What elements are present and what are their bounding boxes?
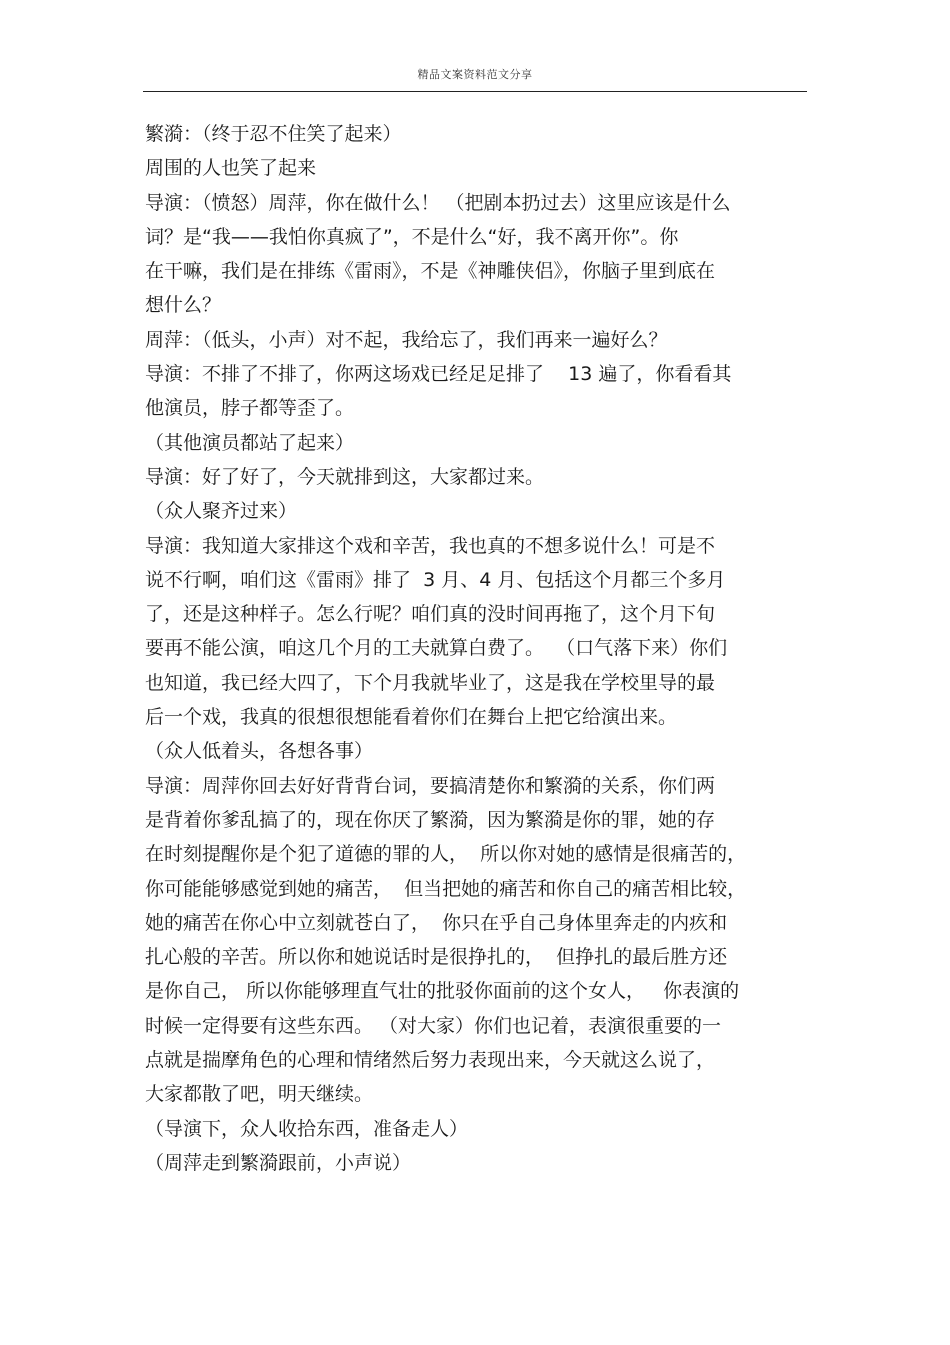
text-line: 导演：好了好了，今天就排到这，大家都过来。: [145, 465, 545, 488]
text-line: 周围的人也笑了起来: [145, 157, 317, 180]
text-line: 繁漪：（终于忍不住笑了起来）: [145, 123, 402, 145]
text-line: 词？是“我——我怕你真疯了”，不是什么“好，我不离开你”。你: [145, 225, 679, 248]
text-line: 周萍：（低头，小声）对不起，我给忘了，我们再来一遍好么？: [145, 328, 668, 351]
text-line: 导演：（愤怒）周萍，你在做什么！ （把剧本扔过去）这里应该是什么: [145, 191, 731, 214]
header-divider: [143, 91, 807, 92]
text-line: 她的痛苦在你心中立刻就苍白了， 你只在乎自己身体里奔走的内疚和: [145, 911, 728, 934]
script-body: [145, 117, 810, 1180]
text-line: 时候一定得要有这些东西。 （对大家）你们也记着，表演很重要的一: [145, 1014, 722, 1037]
text-line: 在干嘛，我们是在排练《雷雨》，不是《神雕侠侣》，你脑子里到底在: [145, 260, 716, 283]
text-line: 导演：不排了不排了，你两这场戏已经足足排了 13 遍了，你看看其: [145, 363, 732, 386]
text-line: （众人聚齐过来）: [145, 500, 298, 523]
text-line: 扎心般的辛苦。所以你和她说话时是很挣扎的， 但挣扎的最后胜方还: [145, 946, 728, 969]
text-line: 想什么？: [145, 294, 222, 317]
text-line: 点就是揣摩角色的心理和情绪然后努力表现出来，今天就这么说了，: [145, 1049, 716, 1072]
text-line: 了，还是这种样子。怎么行呢？咱们真的没时间再拖了，这个月下旬: [145, 603, 716, 626]
text-line: 说不行啊，咱们这《雷雨》排了 3 月、4 月、包括这个月都三个多月: [145, 568, 726, 591]
text-line: （周萍走到繁漪跟前，小声说）: [145, 1151, 412, 1174]
text-line: 导演：我知道大家排这个戏和辛苦，我也真的不想多说什么！可是不: [145, 534, 716, 557]
text-line: 是你自己， 所以你能够理直气壮的批驳你面前的这个女人， 你表演的: [145, 980, 740, 1003]
text-line: 要再不能公演，咱这几个月的工夫就算白费了。 （口气落下来）你们: [145, 637, 728, 660]
text-line: （其他演员都站了起来）: [145, 431, 355, 454]
text-line: 大家都散了吧，明天继续。: [145, 1083, 374, 1106]
text-line: 后一个戏，我真的很想很想能看着你们在舞台上把它给演出来。: [145, 706, 678, 729]
text-line: （众人低着头，各想各事）: [145, 740, 374, 763]
text-line: 他演员，脖子都等歪了。: [145, 397, 355, 420]
page-header: 精品文案资料范文分享: [417, 68, 533, 81]
text-line: 你可能能够感觉到她的痛苦， 但当把她的痛苦和你自己的痛苦相比较，: [145, 877, 747, 900]
text-line: 在时刻提醒你是个犯了道德的罪的人， 所以你对她的感情是很痛苦的，: [145, 843, 747, 866]
text-line: 导演：周萍你回去好好背背台词，要搞清楚你和繁漪的关系，你们两: [145, 774, 716, 797]
text-line: 是背着你爹乱搞了的，现在你厌了繁漪，因为繁漪是你的罪，她的存: [145, 808, 716, 831]
text-line: （导演下，众人收拾东西，准备走人）: [145, 1117, 469, 1140]
text-line: 也知道，我已经大四了，下个月我就毕业了，这是我在学校里导的最: [145, 671, 716, 694]
